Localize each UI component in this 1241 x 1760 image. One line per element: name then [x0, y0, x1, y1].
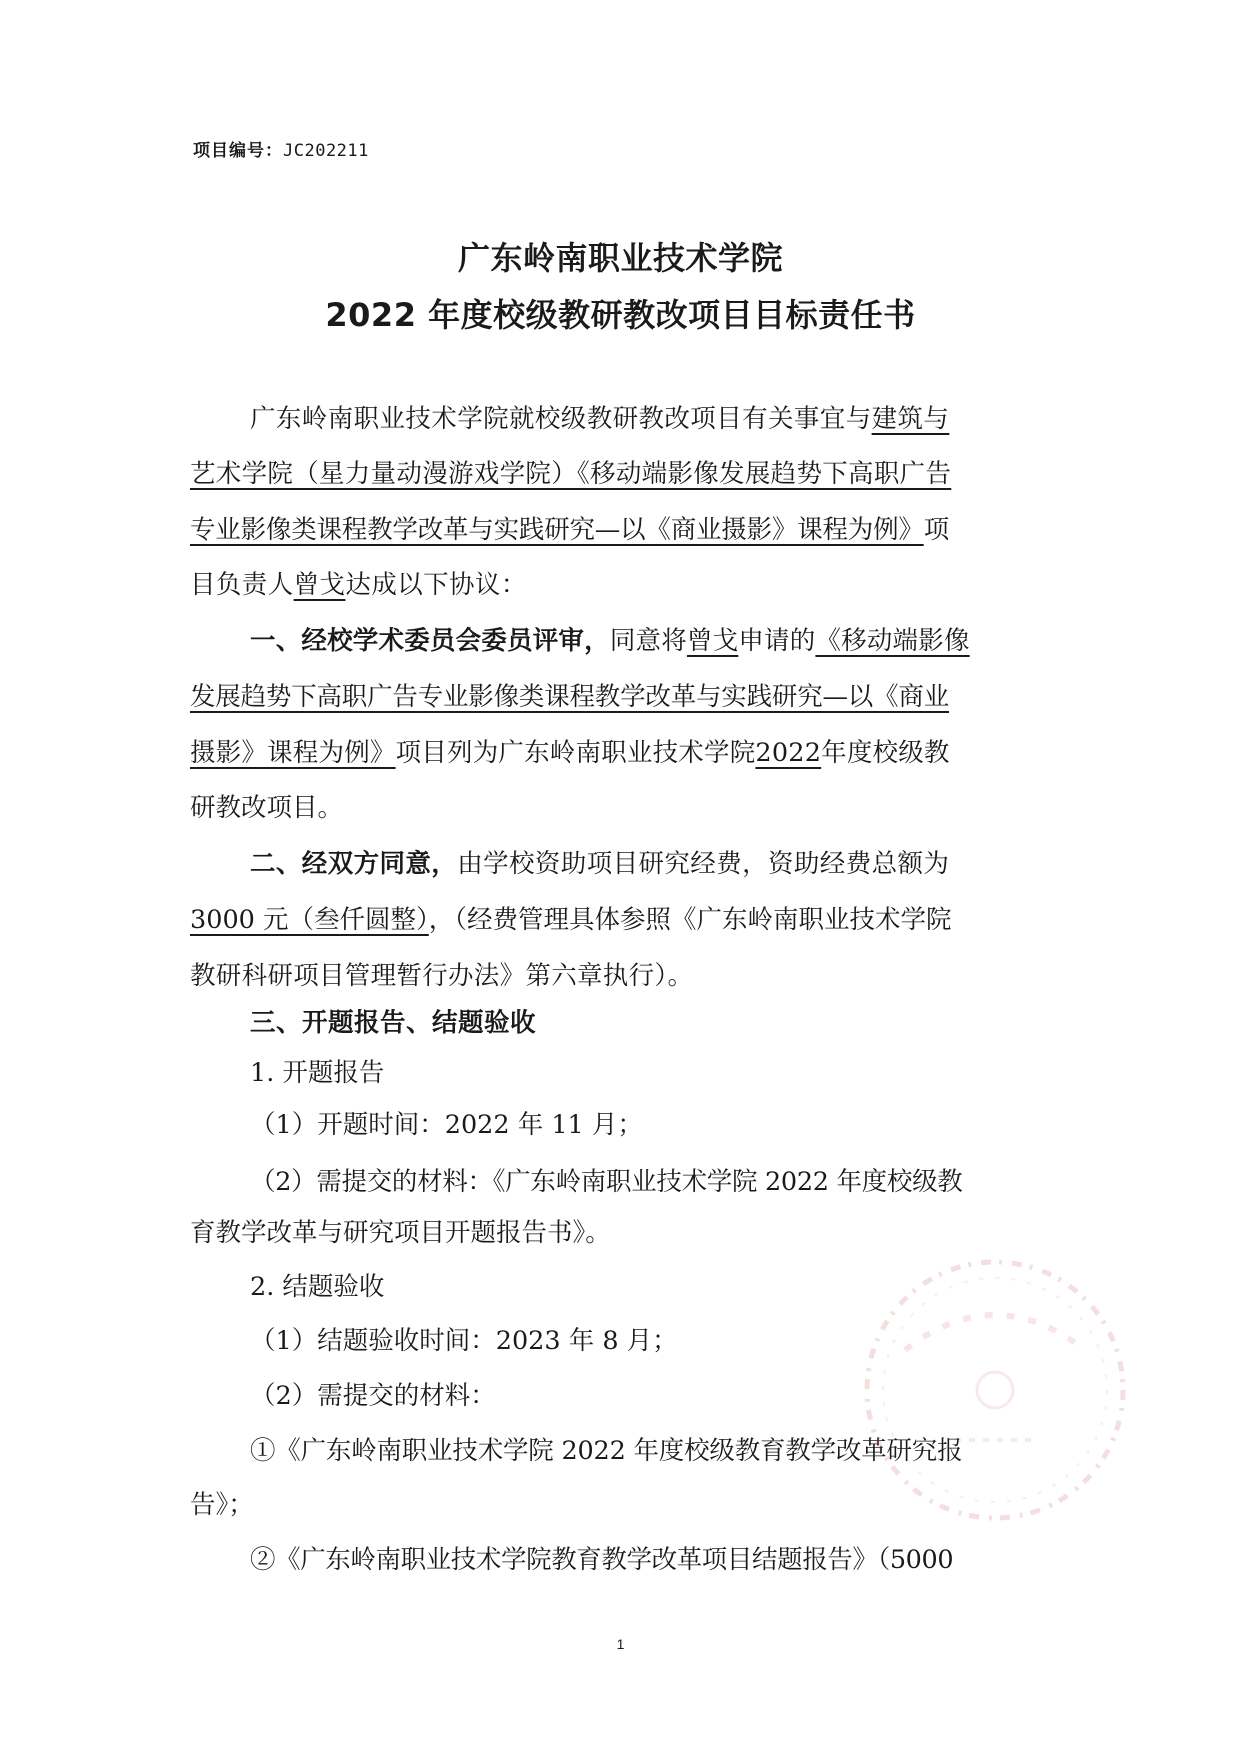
project-year: 2022 — [755, 738, 822, 768]
clause-text: 年度校级教 — [821, 738, 950, 768]
clause-text: 项目列为广东岭南职业技术学院 — [395, 738, 756, 768]
clause-text: ，（经费管理具体参照《广东岭南职业技术学院 — [428, 905, 952, 935]
project-leader-name: 曾戈 — [686, 626, 739, 656]
project-leader-name: 曾戈 — [293, 570, 346, 600]
project-name-start: 《移动端影像 — [815, 626, 970, 656]
project-name-middle: 发展趋势下高职广告专业影像类课程教学改革与实践研究—以《商业 — [190, 682, 950, 712]
project-name-end: 专业影像类课程教学改革与实践研究—以《商业摄影》课程为例》 — [190, 515, 924, 545]
project-name-end: 摄影》课程为例》 — [190, 738, 396, 768]
intro-line-4 — [190, 567, 527, 603]
clause-2-heading: 二、经双方同意， — [250, 849, 458, 879]
funding-amount: 3000 元（叁仟圆整） — [190, 905, 429, 935]
clause-2-line-3 — [190, 958, 693, 994]
document-title-line2: 2022 年度校级教研教改项目目标责任书 — [325, 296, 916, 334]
clause-1-heading: 一、经校学术委员会委员评审， — [250, 626, 610, 656]
material-1-line-2: 告》； — [190, 1490, 254, 1520]
opening-materials-line-2: 育教学改革与研究项目开题报告书》。 — [190, 1218, 611, 1248]
clause-text: 教研科研项目管理暂行办法》第六章执行）。 — [190, 961, 694, 991]
document-title-line1: 广东岭南职业技术学院 — [457, 239, 783, 277]
intro-text: 达成以下协议： — [345, 570, 527, 600]
clause-3-heading: 三、开题报告、结题验收 — [250, 1008, 537, 1038]
opening-materials-line-1: （2）需提交的材料：《广东岭南职业技术学院 2022 年度校级教 — [250, 1167, 963, 1197]
intro-text: 广东岭南职业技术学院就校级教研教改项目有关事宜与 — [250, 404, 872, 434]
intro-line-2 — [190, 456, 951, 492]
college-and-project-name: 艺术学院（星力量动漫游戏学院）《移动端影像发展趋势下高职广告 — [190, 459, 952, 489]
intro-line-3 — [190, 512, 949, 548]
project-number-label: 项目编号： — [193, 141, 283, 161]
intro-text: 项 — [923, 515, 950, 545]
clause-text: 申请的 — [738, 626, 816, 656]
page-number: 1 — [616, 1636, 625, 1652]
clause-text: 同意将 — [609, 626, 687, 656]
project-number-value: JC202211 — [283, 141, 369, 161]
material-2-line-1: ②《广东岭南职业技术学院教育教学改革项目结题报告》（5000 — [250, 1545, 954, 1575]
college-name-start: 建筑与 — [871, 404, 950, 434]
clause-1-line-4 — [190, 790, 343, 826]
clause-text: 研教改项目。 — [190, 793, 344, 823]
clause-1-line-3 — [190, 735, 950, 771]
intro-text: 目负责人 — [190, 570, 294, 600]
acceptance-time: （1）结题验收时间：2023 年 8 月； — [250, 1326, 678, 1356]
opening-time: （1）开题时间：2022 年 11 月； — [250, 1110, 643, 1140]
material-1-line-1: ①《广东岭南职业技术学院 2022 年度校级教育教学改革研究报 — [250, 1436, 963, 1466]
clause-1-line-1 — [250, 623, 970, 659]
intro-line-1 — [250, 401, 949, 437]
clause-text: 由学校资助项目研究经费，资助经费总额为 — [457, 849, 950, 879]
seal-stamp — [845, 1240, 1145, 1540]
project-number — [193, 136, 369, 161]
clause-2-line-1 — [250, 846, 949, 882]
clause-2-line-2 — [190, 902, 952, 938]
subsection-opening-report: 1. 开题报告 — [250, 1058, 385, 1088]
acceptance-materials: （2）需提交的材料： — [250, 1381, 496, 1411]
subsection-final-acceptance: 2. 结题验收 — [250, 1272, 385, 1302]
clause-1-line-2 — [190, 679, 949, 715]
